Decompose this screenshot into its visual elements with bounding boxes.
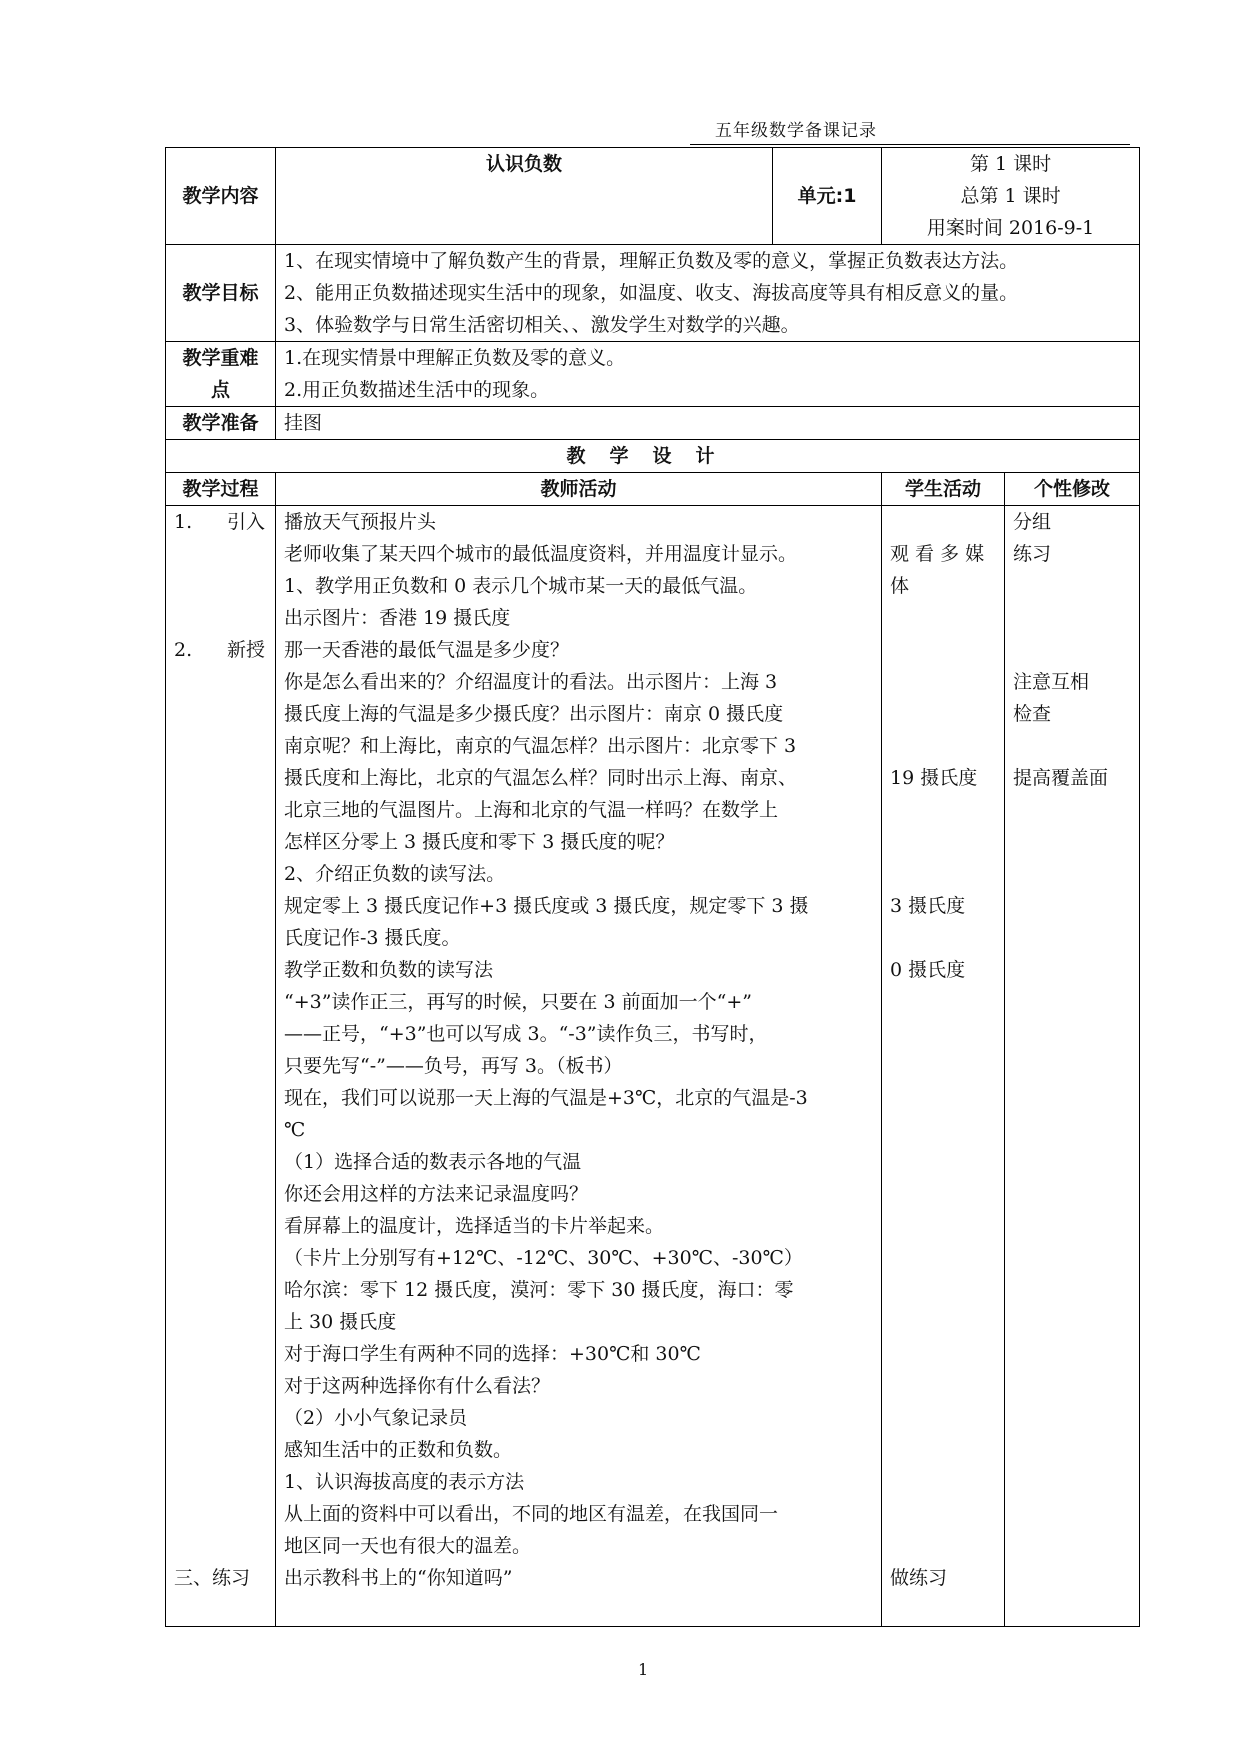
student-activity-line (890, 730, 996, 762)
modification-line (1013, 570, 1131, 602)
process-line (174, 698, 267, 730)
student-activity-line (890, 1146, 996, 1178)
process-step-number: 2. (174, 639, 193, 661)
process-line (174, 1274, 267, 1306)
teacher-activity-line: ——正号，“+3”也可以写成 3。“-3”读作负三，书写时， (284, 1023, 768, 1045)
process-line (174, 858, 267, 890)
student-activity-line (890, 1082, 996, 1114)
student-activity-line (890, 826, 996, 858)
lesson-number: 第 1 课时 (969, 153, 1052, 175)
teacher-activity-line: ℃ (284, 1119, 306, 1141)
modification-line: 练习 (1013, 543, 1052, 565)
column-process: 教学过程 (166, 473, 276, 506)
modification-line: 注意互相 (1013, 671, 1090, 693)
page-header-title: 五年级数学备课记录 (715, 121, 877, 141)
student-activity-line (890, 1370, 996, 1402)
student-activity-cell (882, 506, 1005, 1627)
process-line (174, 794, 267, 826)
preparation-value: 挂图 (276, 407, 1140, 440)
process-line (174, 1306, 267, 1338)
teacher-activity-line: （2）小小气象记录员 (284, 1407, 468, 1429)
topic-title: 认识负数 (276, 148, 773, 245)
process-line (174, 1434, 267, 1466)
teacher-activity-line: 出示图片：香港 19 摄氏度 (284, 607, 511, 629)
modification-cell (1005, 506, 1140, 1627)
teacher-activity-line: 现在，我们可以说那一天上海的气温是+3℃，北京的气温是-3 (284, 1087, 808, 1109)
teacher-activity-line: 规定零上 3 摄氏度记作+3 摄氏度或 3 摄氏度，规定零下 3 摄 (284, 895, 809, 917)
key-point-item: 2.用正负数描述生活中的现象。 (284, 379, 550, 401)
goals-content (276, 245, 1140, 342)
header-rule (690, 144, 1130, 145)
student-activity-line (890, 634, 996, 666)
student-activity-line: 0 摄氏度 (890, 959, 966, 981)
student-activity-line (890, 1498, 996, 1530)
teacher-activity-line: 你还会用这样的方法来记录温度吗？ (284, 1183, 589, 1205)
teacher-activity-line: 1、认识海拔高度的表示方法 (284, 1471, 525, 1493)
student-activity-line (890, 1434, 996, 1466)
teacher-activity-line: 北京三地的气温图片。上海和北京的气温一样吗？在数学上 (284, 799, 779, 821)
process-line (174, 634, 267, 666)
teacher-activity-line: 播放天气预报片头 (284, 511, 437, 533)
process-cell (166, 506, 276, 1627)
process-line (174, 762, 267, 794)
design-title: 教学设计 (166, 440, 1140, 473)
student-activity-line (890, 506, 996, 538)
process-line (174, 1370, 267, 1402)
teacher-activity-cell (276, 506, 882, 1627)
process-line (174, 1530, 267, 1562)
student-activity-line (890, 1306, 996, 1338)
process-line (174, 1498, 267, 1530)
goal-item: 1、在现实情境中了解负数产生的背景，理解正负数及零的意义，掌握正负数表达方法。 (284, 250, 1019, 272)
total-lesson-number: 总第 1 课时 (960, 185, 1061, 207)
process-line (174, 954, 267, 986)
teacher-activity-line: 你是怎么看出来的？介绍温度计的看法。出示图片：上海 3 (284, 671, 778, 693)
process-line (174, 1210, 267, 1242)
modification-line: 分组 (1013, 511, 1052, 533)
process-line (174, 1082, 267, 1114)
student-activity-line (890, 602, 996, 634)
process-line (174, 1466, 267, 1498)
process-line (174, 1338, 267, 1370)
student-activity-line (890, 1114, 996, 1146)
lesson-plan-table (165, 147, 1140, 1627)
teacher-activity-line: 出示教科书上的“你知道吗” (284, 1567, 513, 1589)
student-activity-line (890, 986, 996, 1018)
modification-line: 提高覆盖面 (1013, 767, 1109, 789)
process-line (174, 1594, 267, 1626)
process-line (174, 1402, 267, 1434)
teacher-activity-line: 对于海口学生有两种不同的选择：+30℃和 30℃ (284, 1343, 701, 1365)
student-activity-line: 观 看 多 媒 (890, 543, 985, 565)
student-activity-line (890, 1178, 996, 1210)
student-activity-line (890, 1050, 996, 1082)
process-step-number: 1. (174, 511, 193, 533)
student-activity-line (890, 794, 996, 826)
process-line (174, 570, 267, 602)
goals-label: 教学目标 (166, 245, 276, 342)
teacher-activity-line: 从上面的资料中可以看出，不同的地区有温差，在我国同一 (284, 1503, 779, 1525)
teacher-activity-line: 只要先写“-”——负号，再写 3。（板书） (284, 1055, 623, 1077)
key-points-label-line: 点 (210, 379, 230, 401)
modification-line (1013, 602, 1131, 634)
process-line (174, 602, 267, 634)
unit-label: 单元:1 (773, 148, 882, 245)
lesson-date: 用案时间 2016-9-1 (926, 217, 1095, 239)
student-activity-line (890, 1274, 996, 1306)
lesson-info (882, 148, 1140, 245)
process-step-label: 新授 (226, 639, 265, 661)
student-activity-line (890, 1018, 996, 1050)
modification-line (1013, 730, 1131, 762)
student-activity-line (890, 666, 996, 698)
process-line (174, 1146, 267, 1178)
teacher-activity-line: 感知生活中的正数和负数。 (284, 1439, 513, 1461)
process-line (174, 730, 267, 762)
modification-line (1013, 634, 1131, 666)
student-activity-line (890, 698, 996, 730)
teacher-activity-line: 地区同一天也有很大的温差。 (284, 1535, 532, 1557)
teacher-activity-line: 怎样区分零上 3 摄氏度和零下 3 摄氏度的呢？ (284, 831, 675, 853)
goal-item: 3、体验数学与日常生活密切相关、、激发学生对数学的兴趣。 (284, 314, 800, 336)
page-number: 1 (638, 1660, 649, 1679)
teacher-activity-line: 2、介绍正负数的读写法。 (284, 863, 506, 885)
process-line (174, 1562, 267, 1594)
goal-item: 2、能用正负数描述现实生活中的现象，如温度、收支、海拔高度等具有相反意义的量。 (284, 282, 1019, 304)
teacher-activity-line: （1）选择合适的数表示各地的气温 (284, 1151, 582, 1173)
teacher-activity-line: 南京呢？和上海比，南京的气温怎样？出示图片：北京零下 3 (284, 735, 797, 757)
student-activity-line (890, 1210, 996, 1242)
column-teacher: 教师活动 (276, 473, 882, 506)
student-activity-line: 体 (890, 575, 910, 597)
process-step-label: 引入 (226, 511, 265, 533)
column-student: 学生活动 (882, 473, 1005, 506)
student-activity-line (890, 1338, 996, 1370)
preparation-label: 教学准备 (166, 407, 276, 440)
teacher-activity-line: 教学正数和负数的读写法 (284, 959, 494, 981)
student-activity-line: 做练习 (890, 1567, 948, 1589)
student-activity-line (890, 1466, 996, 1498)
teacher-activity-line: 哈尔滨：零下 12 摄氏度，漠河：零下 30 摄氏度，海口：零 (284, 1279, 794, 1301)
modification-line: 检查 (1013, 703, 1052, 725)
key-point-item: 1.在现实情景中理解正负数及零的意义。 (284, 347, 626, 369)
process-line (174, 666, 267, 698)
teacher-activity-line: 1、教学用正负数和 0 表示几个城市某一天的最低气温。 (284, 575, 758, 597)
student-activity-line (890, 858, 996, 890)
process-line (174, 538, 267, 570)
student-activity-line (890, 922, 996, 954)
process-line (174, 826, 267, 858)
teacher-activity-line: 老师收集了某天四个城市的最低温度资料，并用温度计显示。 (284, 543, 798, 565)
process-line (174, 506, 267, 538)
teacher-activity-line: （卡片上分别写有+12℃、-12℃、30℃、+30℃、-30℃） (284, 1247, 803, 1269)
key-points-content (276, 342, 1140, 407)
teacher-activity-line: 摄氏度上海的气温是多少摄氏度？出示图片：南京 0 摄氏度 (284, 703, 784, 725)
student-activity-line (890, 1530, 996, 1562)
teacher-activity-line: 氏度记作-3 摄氏度。 (284, 927, 461, 949)
teacher-activity-line: “+3”读作正三，再写的时候，只要在 3 前面加一个“+” (284, 991, 752, 1013)
process-line (174, 1018, 267, 1050)
process-line (174, 890, 267, 922)
student-activity-line: 19 摄氏度 (890, 767, 978, 789)
process-line (174, 986, 267, 1018)
student-activity-line (890, 1402, 996, 1434)
column-modify: 个性修改 (1005, 473, 1140, 506)
key-points-label (166, 342, 276, 407)
teacher-activity-line: 上 30 摄氏度 (284, 1311, 397, 1333)
teacher-activity-line: 那一天香港的最低气温是多少度？ (284, 639, 570, 661)
process-line (174, 1114, 267, 1146)
teacher-activity-line: 看屏幕上的温度计，选择适当的卡片举起来。 (284, 1215, 665, 1237)
process-line (174, 922, 267, 954)
teacher-activity-line: 对于这两种选择你有什么看法？ (284, 1375, 551, 1397)
student-activity-line: 3 摄氏度 (890, 895, 966, 917)
process-line (174, 1178, 267, 1210)
teacher-activity-line: 摄氏度和上海比，北京的气温怎么样？同时出示上海、南京、 (284, 767, 798, 789)
process-step-number: 三、练习 (174, 1567, 251, 1589)
content-label: 教学内容 (166, 148, 276, 245)
student-activity-line (890, 1242, 996, 1274)
process-line (174, 1242, 267, 1274)
key-points-label-line: 教学重难 (182, 347, 259, 369)
process-line (174, 1050, 267, 1082)
